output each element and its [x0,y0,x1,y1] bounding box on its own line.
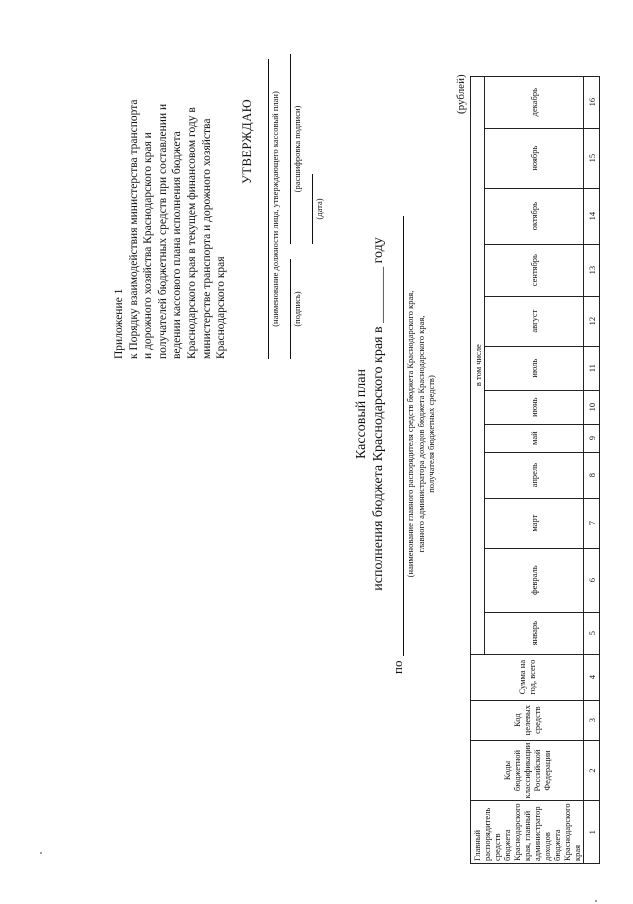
position-caption: (наименование должности лица, утверждающего кассовый план) [270,91,280,327]
organization-line [403,216,404,656]
column-number: 13 [584,244,600,296]
appendix-line: и дорожного хозяйства Краснодарского края и [142,132,155,359]
po-label: по [390,660,405,674]
column-number: 4 [584,654,600,700]
organization-caption [405,194,437,674]
month-header: июль [485,346,584,390]
column-number: 11 [584,346,600,390]
including-header: в том числе [471,76,485,654]
organization-caption-line: получателя бюджетных средств) [426,375,436,493]
plan-title-line2: исполнения бюджета Краснодарского края в ________ году [371,237,386,591]
plan-title [353,164,387,664]
date-caption: (дата) [314,198,324,220]
appendix-line: ведении кассового плана исполнения бюджета [171,131,184,359]
scan-speck [595,900,597,902]
month-header: октябрь [485,188,584,244]
organization-caption-line: (наименование главного распорядителя средств бюджета Краснодарского края, [405,290,415,578]
column-number: 5 [584,612,600,654]
signature-line [290,259,291,359]
header-col-1: Главный распорядитель средств бюджета Краснодарского края, главный администратор доходов бюджета Краснодарского края [471,801,584,864]
month-header: январь [485,612,584,654]
decoding-line [290,54,291,244]
column-number: 8 [584,452,600,498]
column-number: 15 [584,128,600,188]
column-number: 16 [584,76,600,128]
appendix-line: министерстве транспорта и дорожного хозяйства [200,118,213,359]
month-header: декабрь [485,76,584,128]
month-header: ноябрь [485,128,584,188]
appendix-line: к Порядку взаимодействия министерства транспорта [127,99,140,359]
scan-speck [40,852,42,854]
appendix-line: Краснодарского края в текущем финансовом году в [185,107,198,359]
appendix-block [112,29,229,359]
column-number: 1 [584,801,600,864]
header-col-3: Код целевых средств [471,700,584,740]
date-line [312,174,313,244]
month-header: апрель [485,452,584,498]
month-header: май [485,424,584,452]
column-number: 9 [584,424,600,452]
cash-plan-table [470,76,600,864]
appendix-line: Краснодарского края [215,256,228,359]
appendix-line: Приложение 1 [113,288,125,359]
column-number: 12 [584,296,600,346]
plan-title-line1: Кассовый план [354,369,369,459]
month-header: июнь [485,390,584,424]
currency-label: (рублей) [455,74,467,114]
approval-title: УТВЕРЖДАЮ [240,98,254,184]
column-number: 2 [584,740,600,801]
header-col-4: Сумма на год, всего [471,654,584,700]
column-number: 3 [584,700,600,740]
month-header: август [485,296,584,346]
month-header: сентябрь [485,244,584,296]
signature-caption: (подпись) [292,291,302,327]
organization-caption-line: главного администратора доходов бюджета Краснодарского края, [415,315,426,553]
decoding-caption: (расшифровка подписи) [292,105,302,193]
month-header: февраль [485,548,584,612]
appendix-line: получателей бюджетных средств при составлении и [156,103,169,359]
column-number: 7 [584,498,600,548]
header-col-2: Коды бюджетной классификации Российской Федерации [471,740,584,801]
position-line [268,59,269,359]
column-number: 6 [584,548,600,612]
month-header: март [485,498,584,548]
column-number: 14 [584,188,600,244]
column-number: 10 [584,390,600,424]
